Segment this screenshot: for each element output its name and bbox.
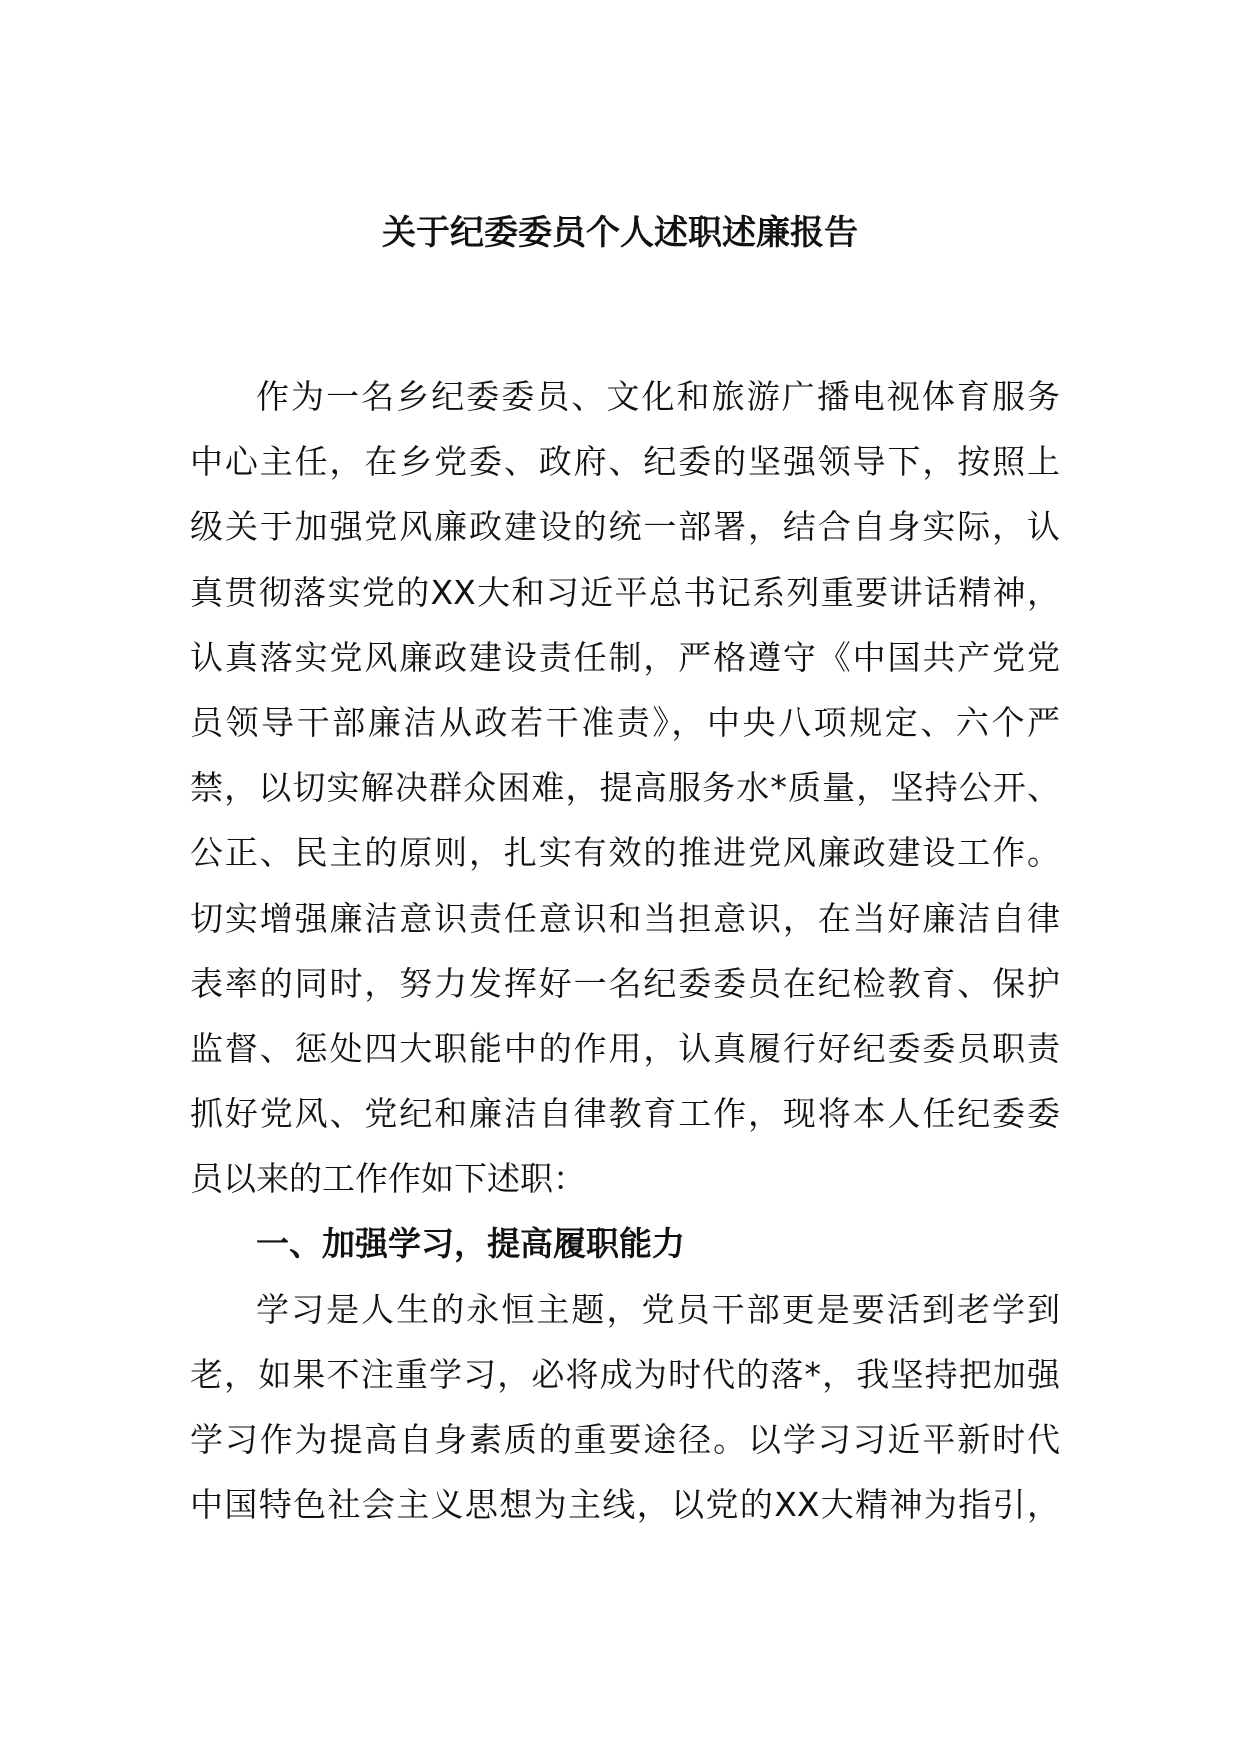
document-body <box>190 364 1060 1537</box>
paragraph-line: 禁，以切实解决群众困难，提高服务水*质量，坚持公开、 <box>190 768 1060 808</box>
paragraph-line: 监督、惩处四大职能中的作用，认真履行好纪委委员职责 <box>190 1028 1060 1068</box>
paragraph-line: 中国特色社会主义思想为主线，以党的XX大精神为指引， <box>190 1485 1060 1525</box>
paragraph-line: 学习是人生的永恒主题，党员干部更是要活到老学到 <box>256 1289 1060 1329</box>
paragraph-line: 表率的同时，努力发挥好一名纪委委员在纪检教育、保护 <box>190 963 1060 1003</box>
paragraph-line: 员领导干部廉洁从政若干准责》，中央八项规定、六个严 <box>190 702 1060 742</box>
paragraph-line: 切实增强廉洁意识责任意识和当担意识，在当好廉洁自律 <box>190 898 1060 938</box>
paragraph-line: 抓好党风、党纪和廉洁自律教育工作，现将本人任纪委委 <box>190 1094 1060 1134</box>
paragraph-line: 真贯彻落实党的XX大和习近平总书记系列重要讲话精神， <box>190 572 1060 612</box>
paragraph-line: 公正、民主的原则，扎实有效的推进党风廉政建设工作。 <box>190 833 1060 873</box>
paragraph-line: 中心主任，在乡党委、政府、纪委的坚强领导下，按照上 <box>190 442 1060 482</box>
paragraph-line: 作为一名乡纪委委员、文化和旅游广播电视体育服务 <box>256 377 1060 416</box>
section-heading: 一、加强学习，提高履职能力 <box>256 1224 685 1264</box>
paragraph-line: 学习作为提高自身素质的重要途径。以学习习近平新时代 <box>190 1420 1060 1459</box>
paragraph-line: 员以来的工作作如下述职： <box>190 1159 586 1199</box>
paragraph-line: 老，如果不注重学习，必将成为时代的落*，我坚持把加强 <box>190 1354 1060 1394</box>
paragraph-line: 级关于加强党风廉政建设的统一部署，结合自身实际，认 <box>190 507 1060 547</box>
document-title: 关于纪委委员个人述职述廉报告 <box>382 213 858 253</box>
paragraph-line: 认真落实党风廉政建设责任制，严格遵守《中国共产党党 <box>190 637 1060 677</box>
